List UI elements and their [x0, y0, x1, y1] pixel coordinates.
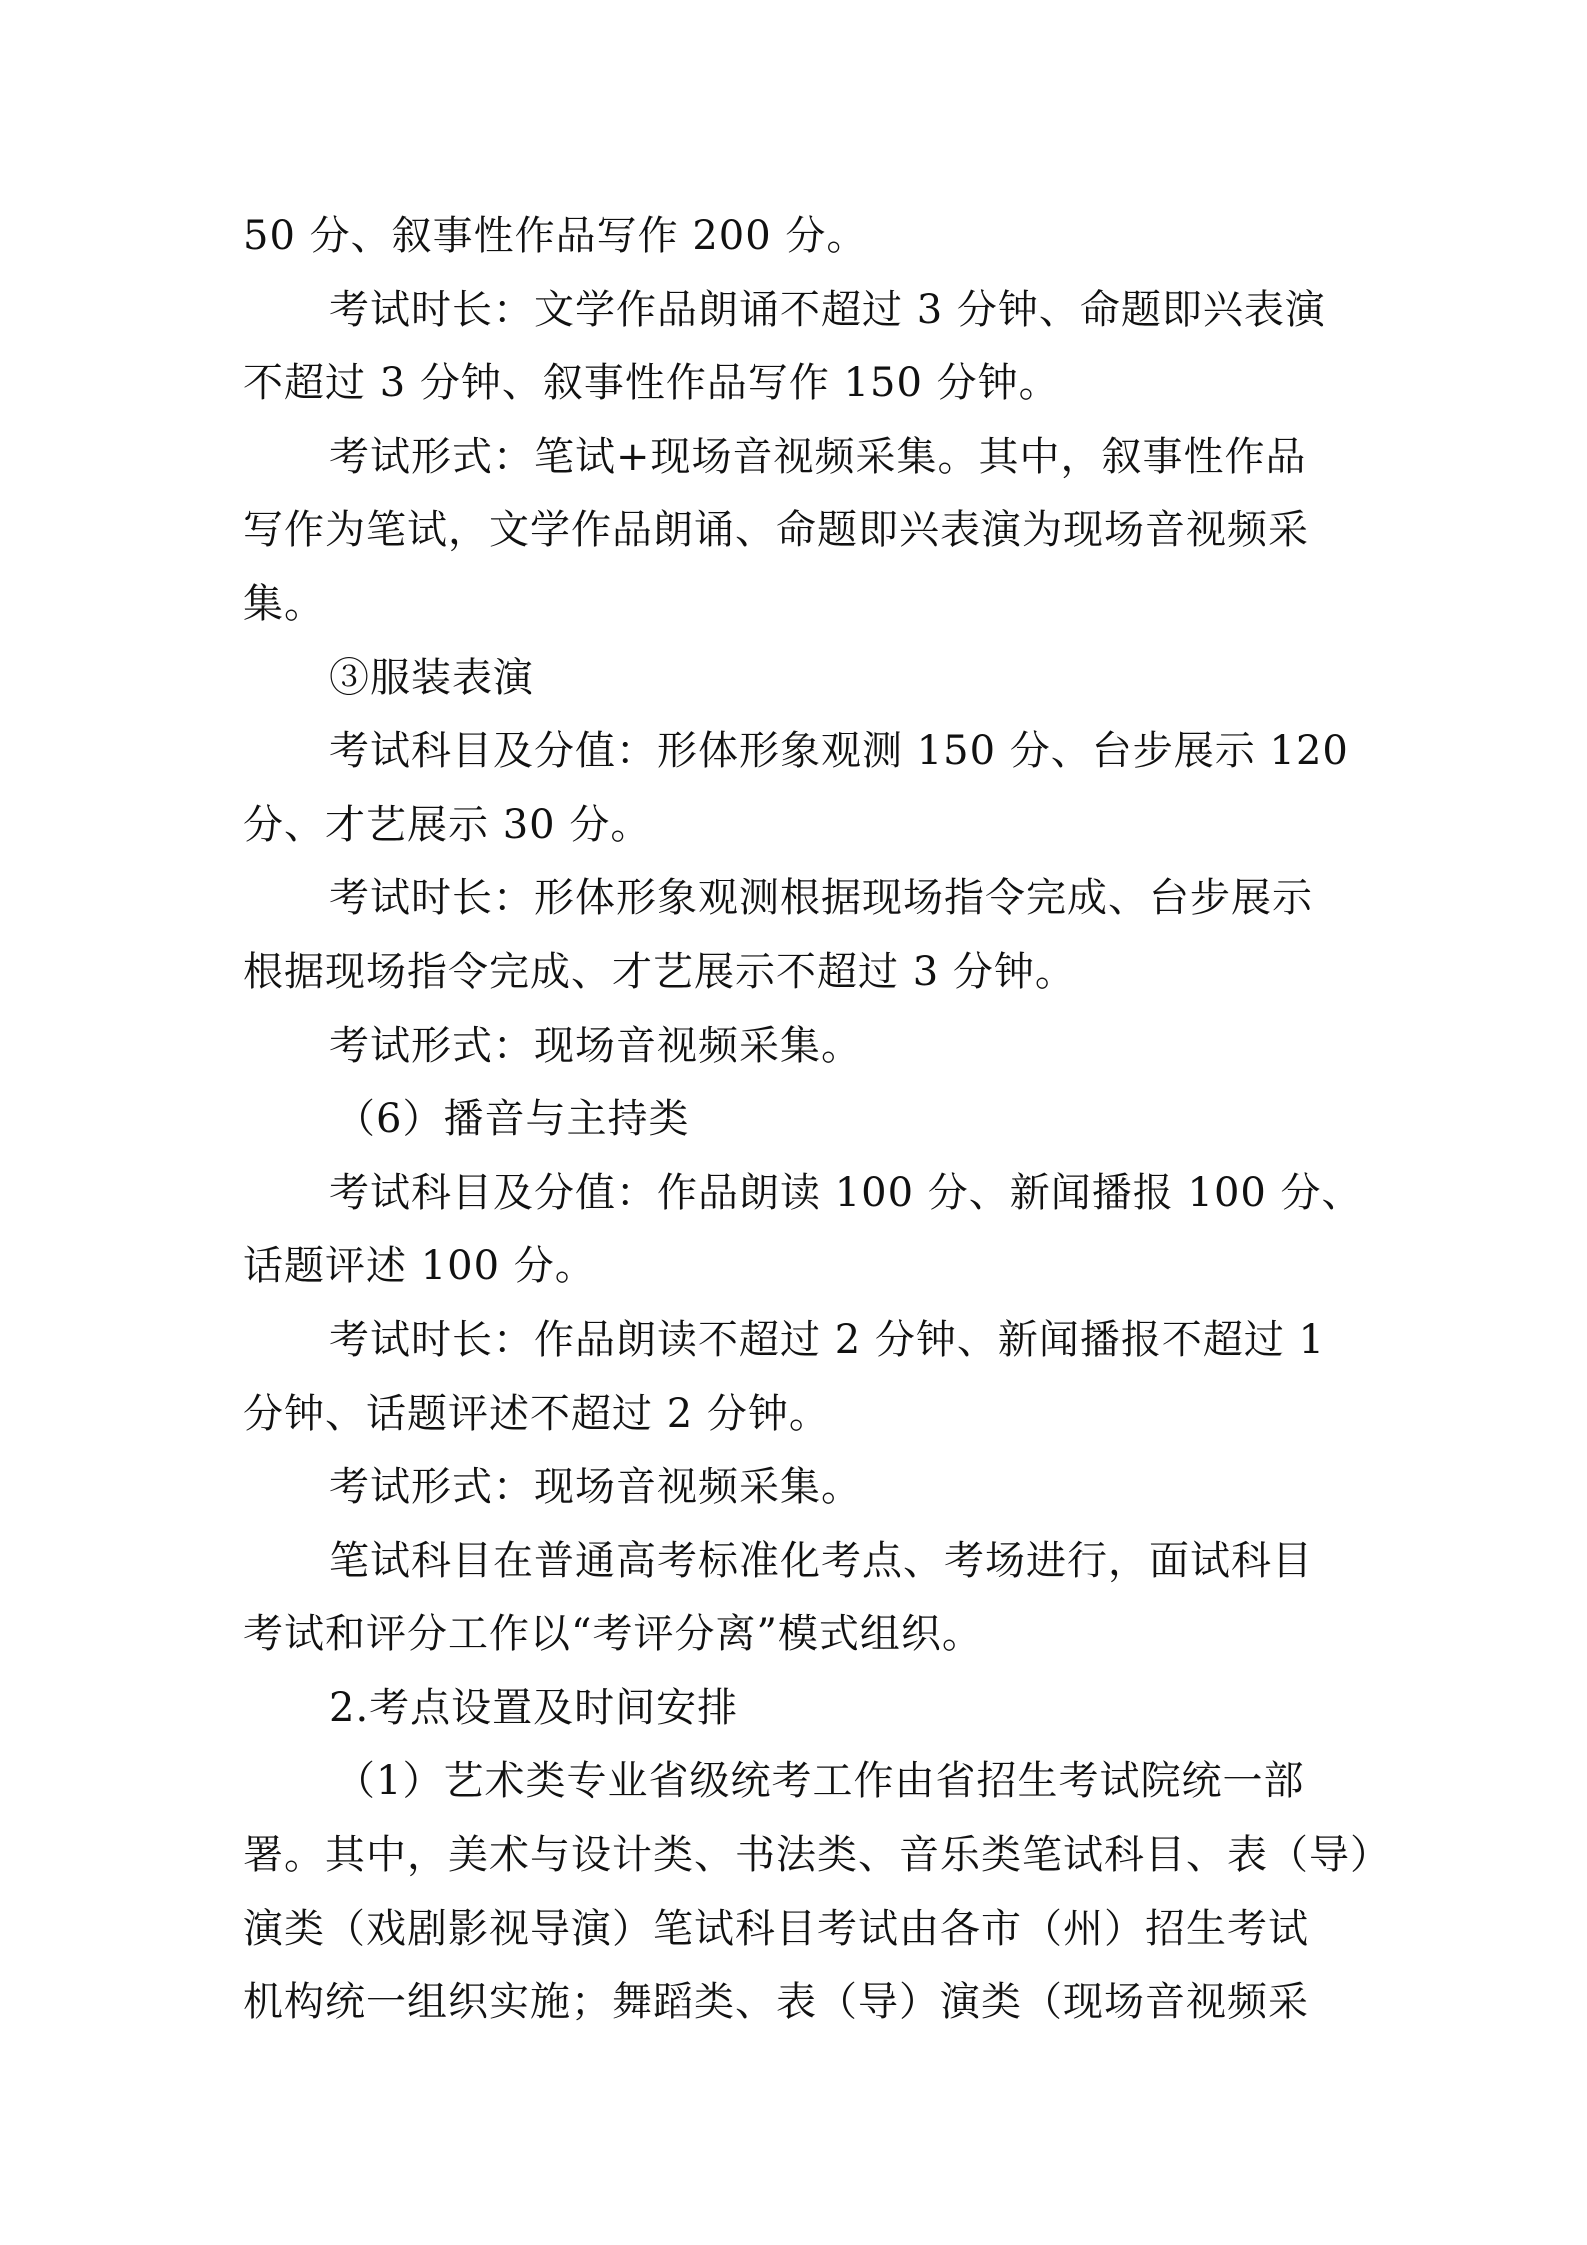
text-line: 考试科目及分值：作品朗读 100 分、新闻播报 100 分、 [329, 1169, 1363, 1216]
text-line: 笔试科目在普通高考标准化考点、考场进行，面试科目 [329, 1537, 1313, 1584]
text-line: （6）播音与主持类 [335, 1096, 690, 1143]
text-line: 考试时长：形体形象观测根据现场指令完成、台步展示 [329, 875, 1313, 922]
text-line: ③服装表演 [329, 654, 534, 701]
text-line: （1）艺术类专业省级统考工作由省招生考试院统一部 [335, 1758, 1305, 1805]
text-line: 不超过 3 分钟、叙事性作品写作 150 分钟。 [243, 360, 1060, 407]
text-line: 考试形式：现场音视频采集。 [329, 1464, 862, 1511]
text-line: 考试时长：作品朗读不超过 2 分钟、新闻播报不超过 1 [329, 1316, 1326, 1363]
text-line: 考试科目及分值：形体形象观测 150 分、台步展示 120 [329, 728, 1349, 775]
text-line: 2.考点设置及时间安排 [329, 1684, 739, 1731]
text-line: 分钟、话题评述不超过 2 分钟。 [243, 1390, 830, 1437]
document-body [243, 200, 1391, 2040]
text-line: 写作为笔试，文学作品朗诵、命题即兴表演为现场音视频采 [243, 507, 1309, 554]
text-line: 话题评述 100 分。 [243, 1243, 596, 1290]
text-line: 考试形式：笔试+现场音视频采集。其中，叙事性作品 [329, 433, 1307, 480]
text-line: 考试和评分工作以“考评分离”模式组织。 [243, 1611, 983, 1658]
text-line: 分、才艺展示 30 分。 [243, 801, 652, 848]
text-line: 考试时长：文学作品朗诵不超过 3 分钟、命题即兴表演 [329, 286, 1326, 333]
text-line: 机构统一组织实施；舞蹈类、表（导）演类（现场音视频采 [243, 1979, 1309, 2026]
text-line: 署。其中，美术与设计类、书法类、音乐类笔试科目、表（导） [243, 1832, 1391, 1879]
text-line: 集。 [243, 580, 325, 627]
text-line: 考试形式：现场音视频采集。 [329, 1022, 862, 1069]
text-line: 根据现场指令完成、才艺展示不超过 3 分钟。 [243, 948, 1076, 995]
text-line: 50 分、叙事性作品写作 200 分。 [243, 213, 868, 259]
text-line: 演类（戏剧影视导演）笔试科目考试由各市（州）招生考试 [243, 1905, 1309, 1952]
